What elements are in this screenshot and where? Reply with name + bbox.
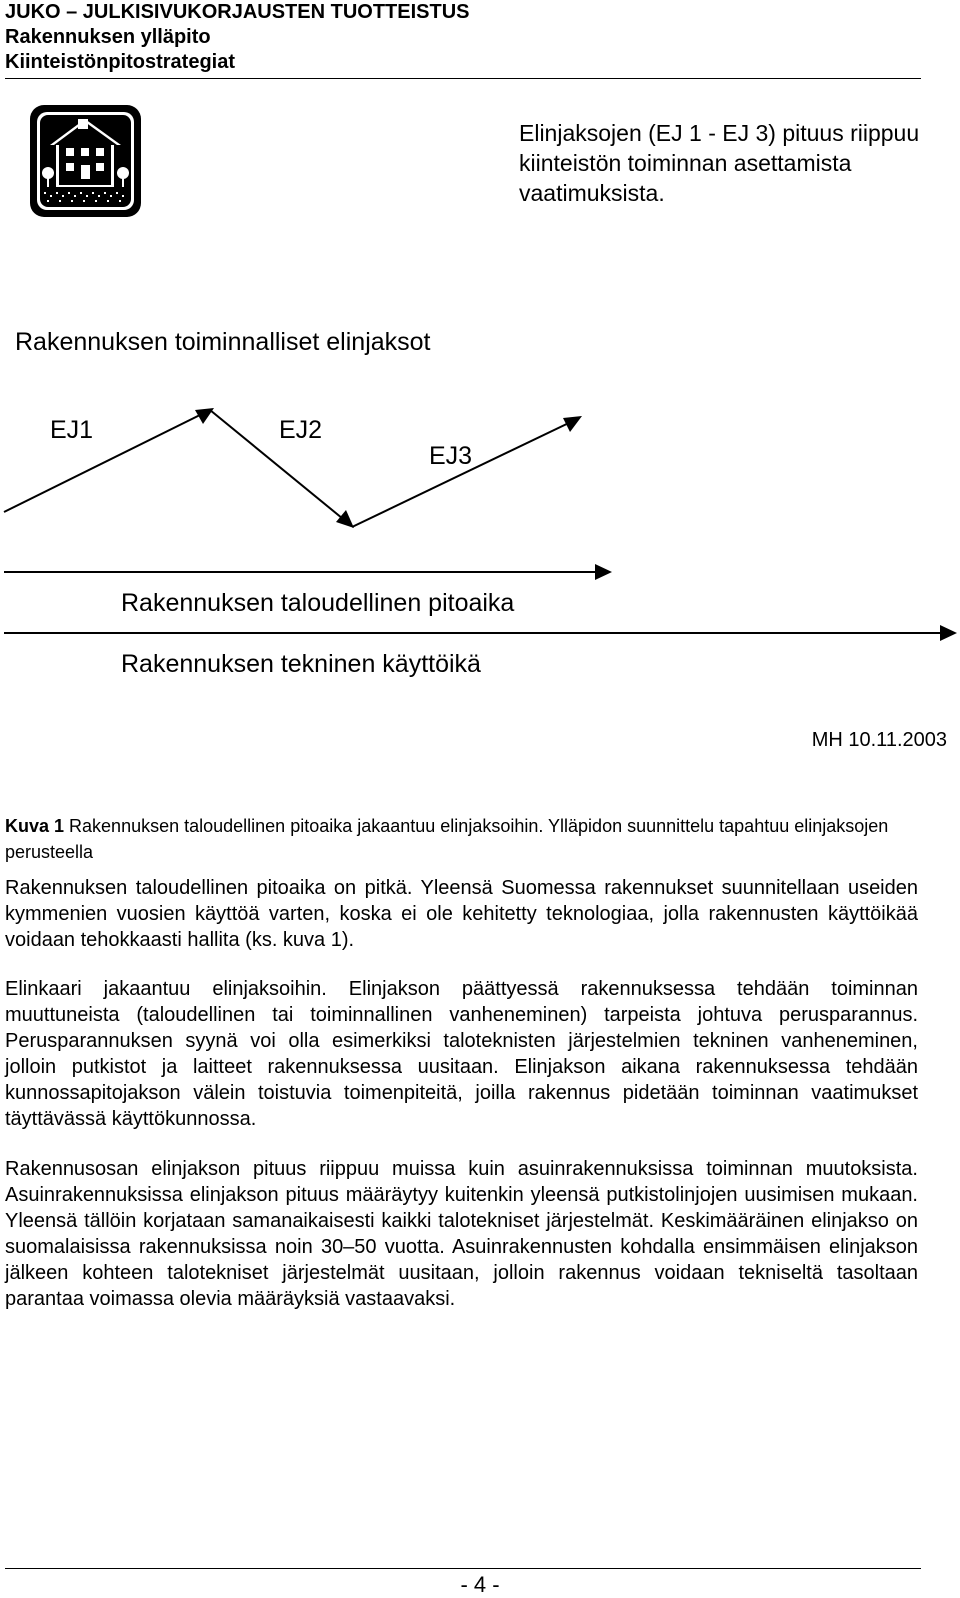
- arrow-technical: [940, 625, 957, 641]
- arrow-ej2: [336, 510, 354, 528]
- footer-divider: [5, 1568, 921, 1569]
- lifecycle-diagram: [0, 320, 960, 720]
- figure-caption: [5, 813, 920, 865]
- label-ej1: EJ1: [50, 416, 94, 444]
- paragraph-3: Rakennusosan elinjakson pituus riippuu muissa kuin asuinrakennuksissa toiminnan muutoksista. Asuinrakennuksissa elinjakson pituus määräytyy kuitenkin yleensä putkistolinjojen uusimisen mukaan. Yleensä tällöin korjataan samanaikaisesti kaikki talotekniset järjestelmät. Keskimääräinen elinjakso on suomalaisissa rakennuksissa noin 30–50 vuotta. Asuinrakennusten kohdalla ensimmäisen elinjakson jälkeen kohteen talotekniset järjestelmät uusitaan, jolloin rakennus voidaan tekniseltä tasoltaan parantaa voimassa olevia määräyksiä vastaavaksi.: [5, 1158, 918, 1310]
- label-ej2: EJ2: [279, 416, 323, 444]
- caption-text: Rakennuksen taloudellinen pitoaika jakaantuu elinjaksoihin. Ylläpidon suunnittelu tapahtuu elinjaksojen perusteella: [5, 816, 889, 862]
- label-ej3: EJ3: [429, 442, 473, 470]
- header-divider: [5, 78, 921, 79]
- technical-label: Rakennuksen tekninen käyttöikä: [121, 650, 481, 678]
- side-note: Elinjaksojen (EJ 1 - EJ 3) pituus riippuu kiinteistön toiminnan asettamista vaatimuksista.: [519, 120, 920, 206]
- diagram-date: MH 10.11.2003: [811, 729, 947, 751]
- paragraph-1: Rakennuksen taloudellinen pitoaika on pitkä. Yleensä Suomessa rakennukset suunnitellaan useiden kymmenien vuosien käyttöä varten, koska ei ole kehitetty teknologiaa, jolla rakennusten käyttöikää voidaan tehokkaasti hallita (ks. kuva 1).: [5, 877, 918, 951]
- house-icon: [28, 103, 143, 219]
- header-title: JUKO – JULKISIVUKORJAUSTEN TUOTTEISTUS: [5, 1, 470, 23]
- arrow-economic: [595, 564, 612, 580]
- header-subtitle: Rakennuksen ylläpito: [5, 26, 211, 48]
- page-number: - 4 -: [460, 1572, 500, 1597]
- economic-label: Rakennuksen taloudellinen pitoaika: [121, 589, 515, 617]
- caption-label: Kuva 1: [5, 816, 65, 836]
- header-section: Kiinteistönpitostrategiat: [5, 51, 236, 73]
- paragraph-2: Elinkaari jakaantuu elinjaksoihin. Elinjakson päättyessä rakennuksessa tehdään toiminnan muuttuneista (taloudellinen tai toiminnallinen vanheneminen) tarpeista johtuva perusparannus. Perusparannuksen syynä voi olla esimerkiksi taloteknisten järjestelmien tekninen vanheneminen, jolloin putkistot ja laitteet rakennuksessa uusitaan. Elinjakson aikana rakennuksessa tehdään kunnossapitojakson välein toistuvia toimenpiteitä, joilla rakennus pidetään toiminnan vaatimukset täyttävässä käyttökunnossa.: [5, 978, 918, 1130]
- diagram-title: Rakennuksen toiminnalliset elinjaksot: [15, 328, 431, 356]
